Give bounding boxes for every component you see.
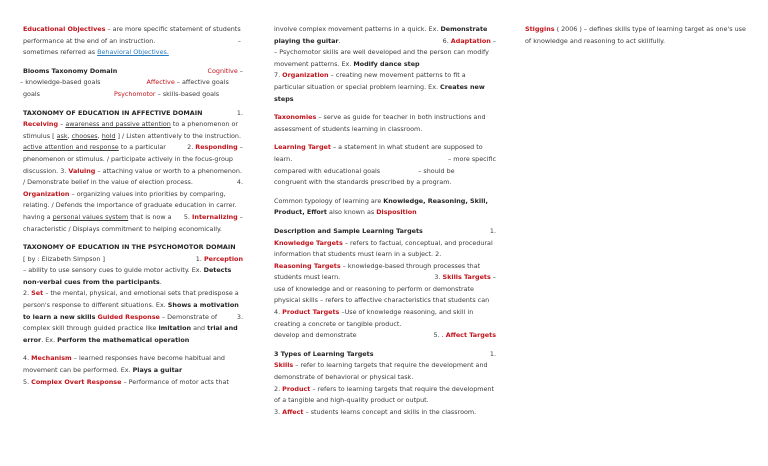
example-text: Perform the mathematical operation	[57, 335, 190, 344]
term-complex-overt-response: Complex Overt Response	[31, 377, 122, 386]
text: – refers to affective characteristics that students can develop and demonstrate	[274, 296, 490, 340]
text: –	[58, 120, 66, 129]
item-number: 2.	[435, 250, 442, 259]
behavioral-objectives-link[interactable]: Behavioral Objectives.	[97, 48, 169, 57]
text: – Psychomotor skills are well developed and the person can modify movement patterns. Ex.	[274, 48, 489, 68]
item-number: 5. .	[433, 331, 444, 340]
example-text: Creates new steps	[274, 82, 485, 103]
text: – attaching value or worth to a phenomenon. / Demonstrate belief in the value of election process.	[23, 166, 242, 187]
item-number: 5.	[183, 212, 190, 221]
term-educational-objectives: Educational Objectives	[23, 25, 106, 33]
underlined-text: hold	[101, 131, 116, 140]
text: – Demonstrate of complex skill through guided practice like	[23, 312, 218, 333]
description-title: Description and Sample Learning Targets	[274, 226, 423, 235]
term-affect: Affect	[282, 407, 304, 416]
text: – the mental, physical, and emotional sets that predispose a person's response to different situations. Ex.	[23, 289, 239, 310]
psychomotor-continuation: involve complex movement patterns in a quick. Ex. Demonstrate playing the guitar. 6. Adaptation – – Psychomotor skills are well developed and the person can modify movement patterns. Ex. Modify dance step 7. Organization – creating new movement patterns to fit a particular situation or special problem learning. Ex. Creates new steps	[274, 25, 496, 103]
text: – refer to learning targets that require the development and demonstrate of behavioral or physical task.	[274, 361, 488, 382]
term-valuing: Valuing	[68, 166, 96, 175]
item-number: 2.	[274, 384, 283, 393]
item-number: 5.	[23, 377, 30, 386]
term-organization: Organization	[23, 189, 70, 198]
text: compared with educational goals	[274, 166, 381, 175]
text: – refers to learning targets that require the development of a tangible and high-quality product or output.	[274, 384, 494, 405]
text: congruent with the standards prescribed by a program.	[274, 178, 452, 187]
affective-title: TAXONOMY OF EDUCATION IN AFFECTIVE DOMAIN	[23, 108, 203, 117]
term-mechanism: Mechanism	[31, 354, 72, 363]
underlined-text: ask	[56, 131, 68, 140]
underlined-text: awareness and passive attention	[65, 120, 171, 129]
term-affective: Affective	[146, 78, 175, 87]
item-number: 2.	[187, 143, 194, 152]
taxonomies-paragraph	[274, 112, 496, 135]
text: – a statement in what student are supposed to learn.	[274, 143, 483, 163]
author-note: [ by : Elizabeth Simpson ]	[23, 254, 105, 263]
example-text: trial and error	[23, 324, 238, 344]
learning-target-paragraph	[274, 142, 496, 188]
text: involve complex movement patterns in a quick. Ex.	[274, 25, 441, 33]
term-origination: Organization	[282, 71, 329, 80]
bold-text: Knowledge, Reasoning, Skill, Product, Effort	[274, 196, 488, 217]
educational-objectives-paragraph	[23, 24, 243, 59]
item-number: 3.	[236, 312, 243, 321]
item-number: 3.	[274, 407, 283, 416]
text: ( 2006 ) – defines skills type of learning target as one's use of knowledge and reasoning to act skillfully.	[525, 25, 746, 45]
text: use of knowledge and or reasoning to perform or demonstrate physical skills	[274, 284, 474, 305]
text: –Use of knowledge reasoning, and skill in creating a concrete or tangible product.	[274, 308, 474, 328]
text: .	[338, 36, 341, 45]
term-set: Set	[31, 289, 44, 298]
psychomotor-title: TAXONOMY OF EDUCATION IN THE PSYCHOMOTOR DOMAIN	[23, 243, 236, 252]
affective-text: – affective goals	[174, 78, 229, 87]
text: – more specific	[448, 154, 496, 163]
text: – learned responses have become habitual and movement can be performed. Ex.	[23, 354, 225, 375]
term-taxonomies: Taxonomies	[274, 113, 317, 122]
underlined-text: active attention and response	[23, 143, 119, 152]
underlined-text: chooses	[71, 131, 98, 140]
item-number: 1.	[236, 108, 243, 117]
cognitive-text: – knowledge-based goals	[20, 78, 101, 87]
psychomotor-text: – skills-based goals	[155, 89, 220, 98]
item-number: 4.	[274, 308, 281, 317]
term-internalizing: Internalizing	[192, 212, 238, 221]
text: – knowledge-based through processes that students must learn.	[274, 261, 481, 282]
typology-paragraph	[274, 196, 496, 219]
text: – ability to use sensory cues to guide motor activity. Ex.	[23, 266, 204, 275]
text: to a phenomenon or stimulus [	[23, 120, 239, 140]
types-section	[274, 349, 496, 419]
text: – students learns concept and skills in the classroom.	[303, 407, 477, 416]
term-psychomotor: Psychomotor	[114, 89, 156, 98]
dash: –	[237, 36, 241, 45]
column-2	[274, 24, 496, 425]
term-skills-targets: Skills Targets	[442, 273, 491, 282]
blooms-title: Blooms Taxonomy Domain	[23, 66, 118, 75]
description-section	[274, 226, 496, 342]
types-title: 3 Types of Learning Targets	[274, 349, 374, 358]
term-product-targets: Product Targets	[282, 308, 340, 317]
text: – organizing values into priorities by comparing, relating. / Defends the importance of graduate education in carrer.	[23, 189, 237, 210]
text: Common typology of learning are	[274, 196, 384, 205]
term-disposition: Disposition	[376, 208, 417, 217]
text: ,	[97, 131, 102, 140]
term-perception: Perception	[203, 254, 243, 263]
example-text: imitation	[158, 324, 192, 333]
text: .	[159, 277, 162, 286]
text: – should be	[418, 166, 455, 175]
term-reasoning-targets: Reasoning Targets	[274, 261, 341, 270]
underlined-text: personal values system	[52, 212, 129, 221]
example-text: Demonstrate playing the guitar	[274, 25, 488, 45]
item-number: 3.	[60, 166, 67, 175]
text: ] / Listen attentively to the instruction.	[115, 131, 242, 140]
item-number: 2.	[23, 289, 30, 298]
text: having a	[23, 212, 53, 221]
example-text: Plays a guitar	[132, 366, 183, 375]
term-guided-response: Guided Response	[97, 312, 160, 321]
term-stiggins: Stiggins	[525, 25, 555, 33]
stiggins-paragraph	[525, 24, 747, 47]
item-number: 1.	[489, 349, 496, 358]
text: to a particular phenomenon or stimulus. / participate actively in the focus-group discussion.	[23, 143, 233, 175]
item-number: 4.	[23, 354, 30, 363]
psychomotor-continued	[23, 353, 243, 388]
term-product: Product	[282, 384, 311, 393]
text: . Ex.	[41, 335, 58, 344]
text: that is now a characteristic / Displays commitment to helping economically.	[23, 212, 222, 233]
item-number: 1.	[489, 226, 496, 235]
term-cognitive: Cognitive	[207, 66, 238, 75]
affective-domain-section	[23, 108, 243, 236]
text: and	[191, 324, 208, 333]
text: – creating new movement patterns to fit a particular situation or special problem learning. Ex.	[274, 71, 466, 91]
text: also known as	[327, 208, 377, 217]
column-1	[20, 24, 243, 395]
item-number: 1.	[195, 254, 202, 263]
term-learning-target: Learning Target	[274, 143, 331, 152]
text: – refers to factual, conceptual, and procedural information that students must learn in a subject.	[274, 238, 493, 259]
example-text: Shows a motivation to learn a new skills	[23, 301, 239, 321]
text: – Performance of motor acts that	[121, 377, 229, 386]
example-text: Modify dance step	[353, 59, 420, 68]
example-text: Detects non-verbal cues from the participants	[23, 266, 232, 286]
column-3	[525, 24, 747, 54]
referred-text: sometimes referred as	[23, 48, 98, 57]
blooms-domain-paragraph: Blooms Taxonomy Domain Cognitive – – knowledge-based goals Affective – affective goals goals Psychomotor – skills-based goals	[20, 66, 243, 98]
term-responding: Responding	[195, 143, 238, 152]
text: – serve as guide for teacher in both instructions and assessment of students learning in classroom.	[274, 113, 486, 133]
term-receiving: Receiving	[23, 120, 59, 129]
term-knowledge-targets: Knowledge Targets	[274, 238, 343, 247]
term-skills: Skills	[274, 361, 294, 370]
item-number: 7.	[274, 71, 281, 80]
text: –	[237, 143, 243, 152]
text: –	[490, 273, 496, 282]
definition-text: – are more specific statement of students performance at the end of an instruction.	[23, 25, 241, 45]
item-number: 4.	[236, 178, 243, 187]
text: –	[237, 212, 243, 221]
text: ,	[67, 131, 72, 140]
psychomotor-domain-section	[23, 242, 243, 346]
item-number: 6.	[442, 36, 449, 45]
term-affect-targets: Affect Targets	[445, 331, 496, 340]
term-adaptation: Adaptation	[450, 36, 491, 45]
item-number: 3.	[434, 273, 441, 282]
